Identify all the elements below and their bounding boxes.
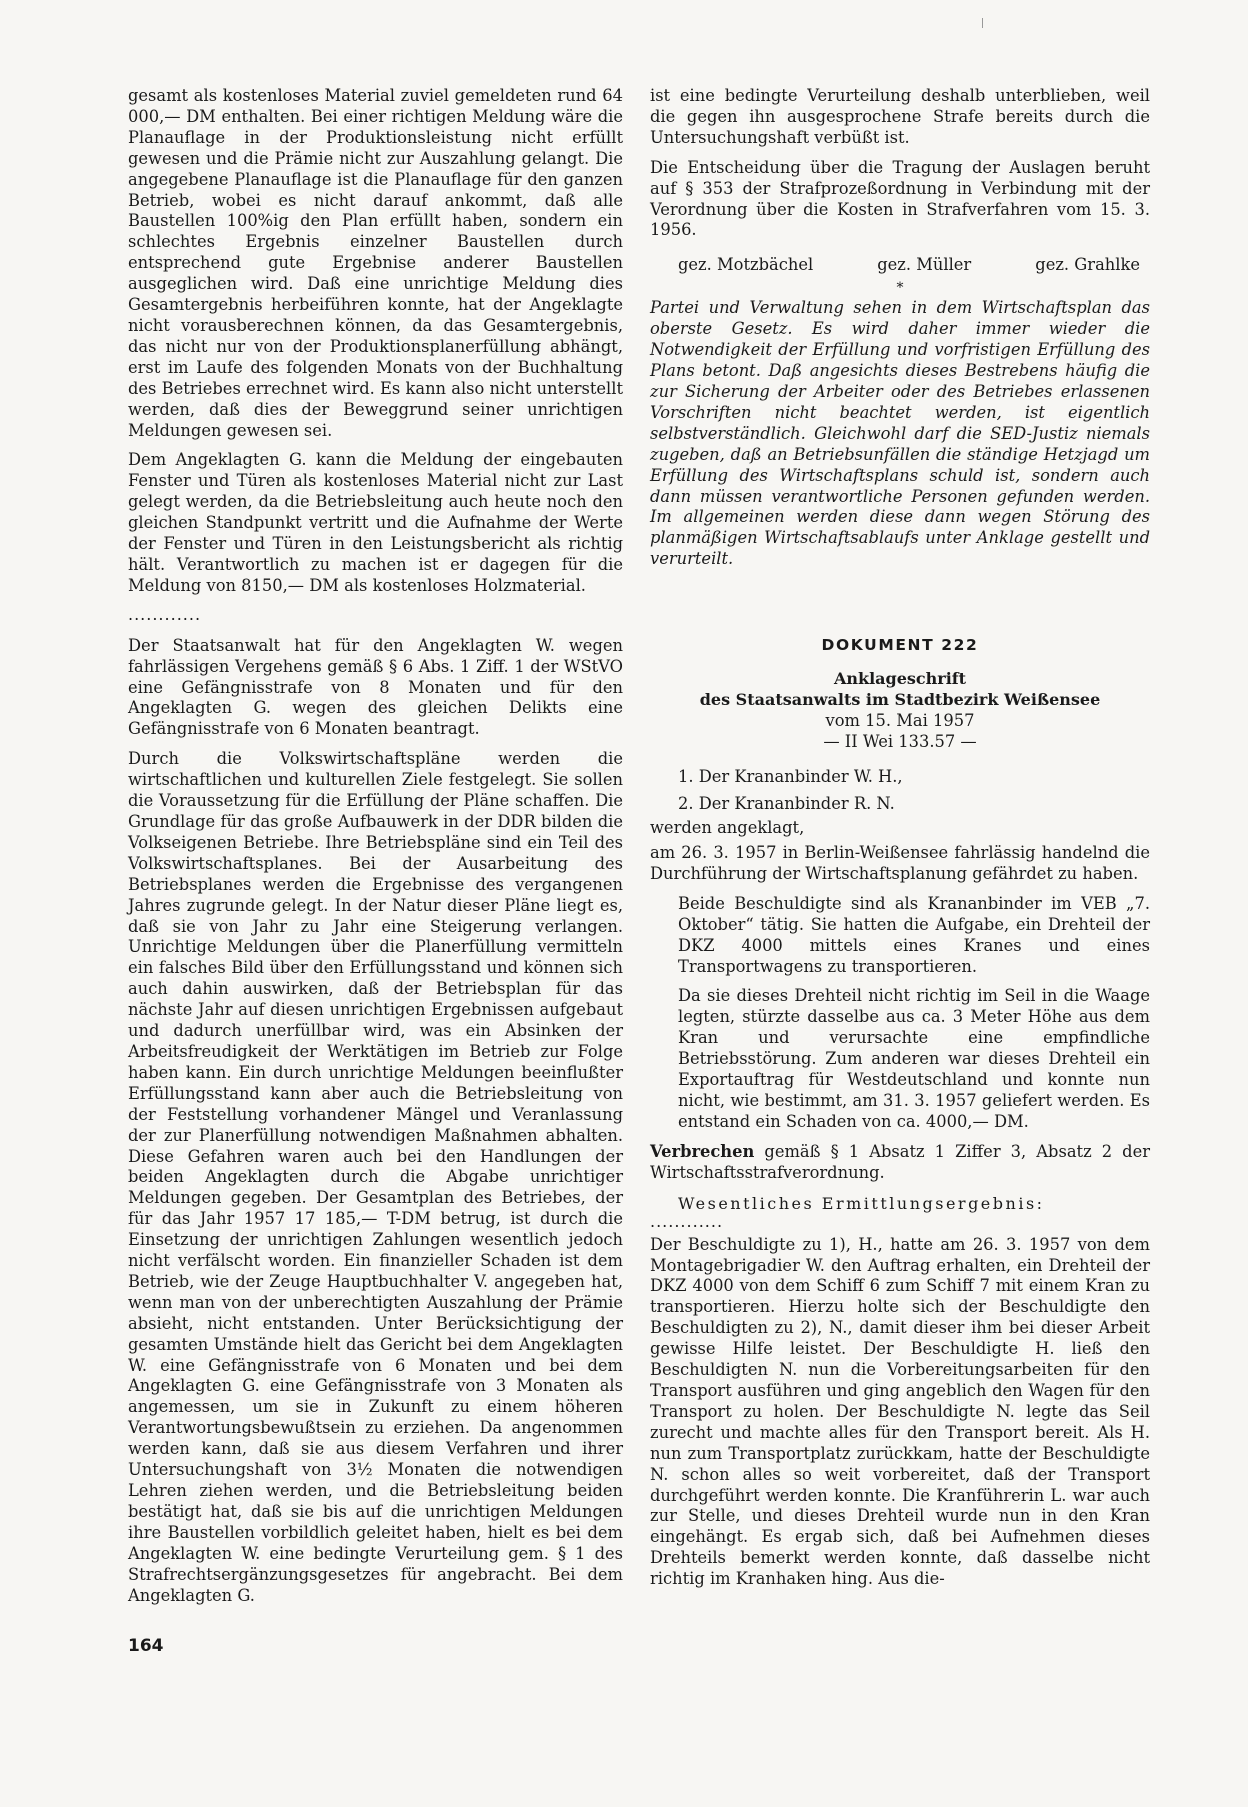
document-heading: DOKUMENT 222 (821, 636, 979, 655)
paragraph: Beide Beschuldigte sind als Krananbinder im VEB „7. Oktober“ tätig. Sie hatten die Aufgabe, ein Drehteil der DKZ 4000 mittels eines Kranes und eines Transportwagens zu transportieren. (678, 893, 1150, 976)
signature: gez. Motzbächel (678, 255, 814, 275)
editorial-commentary: Partei und Verwaltung sehen in dem Wirtschaftsplan das oberste Gesetz. Es wird daher immer wieder die Notwendigkeit der Erfüllung und vorfristigen Erfüllung des Plans betont. Daß angesichts dieses Bestrebens häufig die zur Sicherung der Arbeiter oder des Betriebes erlassenen Vorschriften nicht beachtet werden, ist eigentlich selbstverständlich. Gleichwohl darf die SED-Justiz niemals zugeben, daß an Betriebsunfällen die ständige Hetzjagd um Erfüllung des Wirtschaftsplans schuld ist, sondern auch dann müssen verantwortliche Personen gefunden werden. Im allgemeinen werden diese dann wegen Störung des planmäßigen Wirtschaftsablaufs unter Anklage gestellt und verurteilt. (650, 298, 1150, 569)
signature: gez. Müller (877, 255, 972, 275)
ellipsis-dots: ............ (128, 604, 202, 624)
indented-block (650, 894, 1150, 1133)
document-date: vom 15. Mai 1957 (825, 711, 975, 731)
page-number: 164 (128, 1636, 164, 1656)
crime-paragraph (650, 1142, 1150, 1184)
signature-line (650, 255, 1150, 274)
document-title: Anklageschrift (833, 669, 967, 689)
charged-line: werden angeklagt, (650, 818, 805, 838)
crime-text: gemäß § 1 Absatz 1 Ziffer 3, Absatz 2 der Wirtschaftsstrafverordnung. (650, 1141, 1150, 1182)
crime-label: Verbrechen (650, 1141, 755, 1161)
paragraph: am 26. 3. 1957 in Berlin-Weißensee fahrlässig handelnd die Durchführung der Wirtschaftsplanung gefährdet zu haben. (650, 843, 1150, 883)
paragraph: ist eine bedingte Verurteilung deshalb unterblieben, weil die gegen ihn ausgesprochene Strafe bereits durch die Untersuchungshaft verbüßt ist. (650, 86, 1150, 147)
section-star: * (896, 280, 904, 297)
paragraph: Die Entscheidung über die Tragung der Auslagen beruht auf § 353 der Strafprozeßordnung in Verbindung mit der Verordnung über die Kosten in Strafverfahren vom 15. 3. 1956. (650, 157, 1150, 240)
paragraph: gesamt als kostenloses Material zuviel gemeldeten rund 64 000,— DM enthalten. Bei einer richtigen Meldung wäre die Planauflage in der Produktionsleistung nicht erfüllt gewesen und die Prämie nicht zur Auszahlung gelangt. Die angegebene Planauflage ist die Planauflage für den ganzen Betrieb, wobei es nicht darauf ankommt, daß alle Baustellen 100%ig den Plan erfüllt haben, sondern ein schlechtes Ergebnis einzelner Baustellen durch entsprechend gute Ergebnise anderer Baustellen ausgeglichen wird. Daß eine unrichtige Meldung dies Gesamtergebnis herbeiführen konnte, hat der Angeklagte nicht vorausberechnen können, da das Gesamtergebnis, das nicht nur von der Produktionsplanerfüllung abhängt, erst im Laufe des folgenden Monats von der Buchhaltung des Betriebes errechnet wird. Es kann also nicht unterstellt werden, daß dies der Beweggrund seiner unrichtigen Meldungen gewesen sei. (128, 86, 623, 440)
ellipsis-dots: ............ (650, 1211, 724, 1231)
list-item: 1. Der Krananbinder W. H., (678, 767, 903, 787)
paragraph: Da sie dieses Drehteil nicht richtig im Seil in die Waage legten, stürzte dasselbe aus ca. 3 Meter Höhe aus dem Kran und verursachte eine empfindliche Betriebsstörung. Zum anderen war dieses Drehteil ein Exportauftrag für Westdeutschland und konnte nun nicht, wie bestimmt, am 31. 3. 1957 geliefert werden. Es entstand ein Schaden von ca. 4000,— DM. (678, 986, 1150, 1131)
paragraph: Der Staatsanwalt hat für den Angeklagten W. wegen fahrlässigen Vergehens gemäß § 6 Abs. 1 Ziff. 1 der WStVO eine Gefängnisstrafe von 8 Monaten und für den Angeklagten G. wegen des gleichen Delikts eine Gefängnisstrafe von 6 Monaten beantragt. (128, 635, 623, 739)
paragraph: Der Beschuldigte zu 1), H., hatte am 26. 3. 1957 von dem Montagebrigadier W. den Auftrag erhalten, ein Drehteil der DKZ 4000 von dem Schiff 6 zum Schiff 7 mit einem Kran zu transportieren. Hierzu holte sich der Beschuldigte den Beschuldigten zu 2), N., damit dieser ihm bei dieser Arbeit gewisse Hilfe leistet. Der Beschuldigte H. ließ den Beschuldigten N. nun die Vorbereitungsarbeiten für den Transport ausführen und ging angeblich den Wagen für den Transport zu holen. Der Beschuldigte N. legte das Seil zurecht und machte alles für den Transport bereit. Als H. nun zum Transportplatz zurückkam, hatte der Beschuldigte N. schon alles so weit vorbereitet, daß der Transport durchgeführt werden konnte. Die Kranführerin L. war auch zur Stelle, und dieses Drehteil wurde nun in den Kran eingehängt. Es ergab sich, daß bei Aufnehmen dieses Drehteils bemerkt werden konnte, daß dasselbe nicht richtig im Kranhaken hing. Aus die- (650, 1234, 1150, 1589)
signature: gez. Grahlke (1035, 255, 1140, 275)
paragraph: Durch die Volkswirtschaftspläne werden die wirtschaftlichen und kulturellen Ziele festgelegt. Sie sollen die Voraussetzung für die Erfüllung der Pläne schaffen. Die Grundlage für das große Aufbauwerk in der DDR bilden die Volkseigenen Betriebe. Ihre Betriebspläne sind ein Teil des Volkswirtschaftsplanes. Bei der Ausarbeitung des Betriebsplanes werden die Ergebnisse des vergangenen Jahres zugrunde gelegt. In der Natur dieser Pläne liegt es, daß sie von Jahr zu Jahr eine Steigerung verlangen. Unrichtige Meldungen über die Planerfüllung vermitteln ein falsches Bild über den Erfüllungsstand und können sich auch dahin auswirken, daß der Betriebsplan für das nächste Jahr auf diesen unrichtigen Ergebnissen aufgebaut und dadurch unerfüllbar wird, was ein Absinken der Arbeitsfreudigkeit der Werktätigen im Betrieb zur Folge haben kann. Ein durch unrichtige Meldungen beeinflußter Erfüllungsstand kann aber auch die Betriebsleitung von der Feststellung vorhandener Mängel und Veranlassung der zur Planerfüllung notwendigen Maßnahmen abhalten. Diese Gefahren waren auch bei den Handlungen der beiden Angeklagten durch die Abgabe unrichtiger Meldungen gegeben. Der Gesamtplan des Betriebes, der für das Jahr 1957 17 185,— T-DM betrug, ist durch die Einsetzung der unrichtigen Zahlungen wesentlich jedoch nicht verfälscht worden. Ein finanzieller Schaden ist dem Betrieb, wie der Zeuge Hauptbuchhalter V. angegeben hat, wenn man von der unberechtigten Auszahlung der Prämie absieht, nicht entstanden. Unter Berücksichtigung der gesamten Umstände hielt das Gericht bei dem Angeklagten W. eine Gefängnisstrafe von 6 Monaten und bei dem Angeklagten G. eine Gefängnisstrafe von 3 Monaten als angemessen, um sie in Zukunft zu einem höheren Verantwortungsbewußtsein zu erziehen. Da angenommen werden kann, daß sie aus diesem Verfahren und ihrer Untersuchungshaft von 3½ Monaten die notwendigen Lehren ziehen werden, und die Betriebsleitung beiden bestätigt hat, daß sie bis auf die unrichtigen Meldungen ihre Baustellen vorbildlich geleitet haben, hielt es bei dem Angeklagten W. eine bedingte Verurteilung gem. § 1 des Strafrechtsergänzungsgesetzes für angebracht. Bei dem Angeklagten G. (128, 749, 623, 1605)
left-column (128, 86, 623, 1615)
document-reference: — II Wei 133.57 — (823, 732, 977, 752)
paragraph: Dem Angeklagten G. kann die Meldung der eingebauten Fenster und Türen als kostenloses Material nicht zur Last gelegt werden, da die Betriebsleitung auch heute noch den gleichen Standpunkt vertritt und die Aufnahme der Werte der Fenster und Türen in den Leistungsbericht als richtig hält. Verantwortlich zu machen ist er dagegen für die Meldung von 8150,— DM als kostenloses Holzmaterial. (128, 450, 623, 595)
right-column (650, 86, 1150, 1599)
list-item: 2. Der Krananbinder R. N. (678, 794, 895, 814)
scan-mark (982, 18, 983, 28)
document-subtitle: des Staatsanwalts im Stadtbezirk Weißensee (699, 690, 1101, 710)
findings-heading: Wesentliches Ermittlungsergebnis: (678, 1193, 1045, 1213)
